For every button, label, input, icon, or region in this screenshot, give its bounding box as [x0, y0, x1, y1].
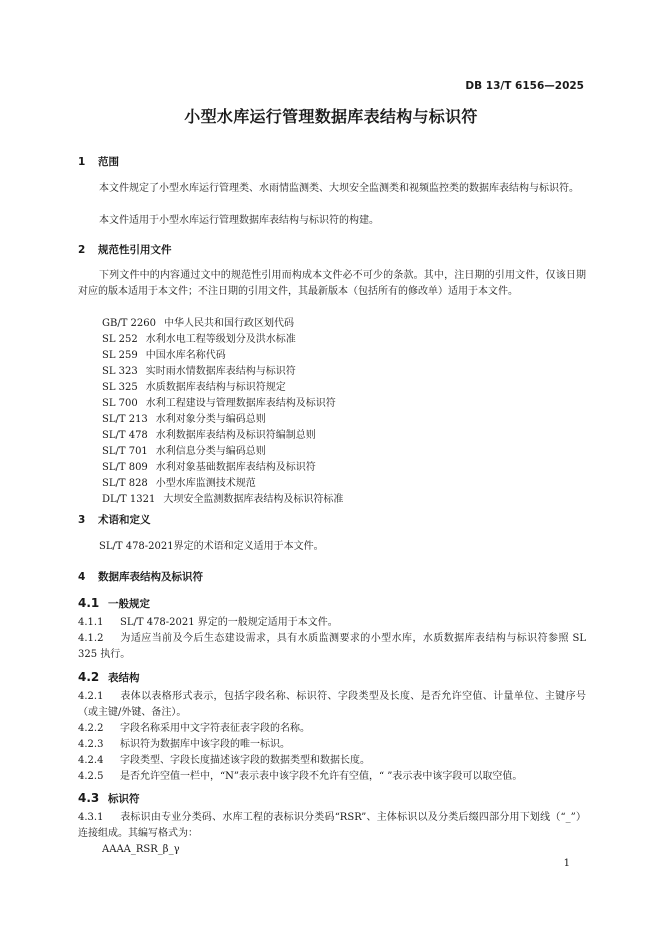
reference-item: SL 325 水质数据库表结构与标识符规定 [102, 382, 286, 393]
page-number: 1 [563, 858, 570, 869]
clause-4-2-3: 4.2.3 标识符为数据库中该字段的唯一标识。 [78, 739, 290, 750]
clause-4-1-1: 4.1.1 SL/T 478-2021 界定的一般规定适用于本文件。 [78, 617, 338, 628]
section-4-heading: 4 数据库表结构及标识符 [78, 571, 203, 583]
reference-item: SL/T 478 水利数据库表结构及标识符编制总则 [102, 430, 316, 441]
subsection-4-1-heading: 4.1 一般规定 [78, 596, 150, 610]
standard-number: DB 13/T 6156—2025 [465, 80, 584, 92]
identifier-format: AAAA_RSR_β_γ [102, 844, 180, 855]
subsection-4-3-heading: 4.3 标识符 [78, 791, 140, 805]
reference-item: SL/T 828 小型水库监测技术规范 [102, 478, 256, 489]
reference-item: SL 252 水利水电工程等级划分及洪水标准 [102, 334, 296, 345]
reference-item: SL/T 213 水利对象分类与编码总则 [102, 414, 266, 425]
reference-item: SL 259 中国水库名称代码 [102, 350, 226, 361]
section-1-paragraph-1: 本文件规定了小型水库运行管理类、水雨情监测类、大坝安全监测类和视频监控类的数据库表结构与标识符。 [99, 183, 579, 194]
reference-item: SL 323 实时雨水情数据库表结构与标识符 [102, 366, 296, 377]
section-2-intro: 下列文件中的内容通过文中的规范性引用而构成本文件必不可少的条款。其中，注日期的引用文件，仅该日期对应的版本适用于本文件；不注日期的引用文件，其最新版本（包括所有的修改单）适用于本文件。 [78, 270, 586, 297]
section-3-heading: 3 术语和定义 [78, 514, 151, 526]
clause-4-1-2: 4.1.2 为适应当前及今后生态建设需求，具有水质监测要求的小型水库，水质数据库表结构与标识符参照 SL 325 执行。 [78, 633, 586, 660]
reference-item: DL/T 1321 大坝安全监测数据库表结构及标识符标准 [102, 494, 344, 505]
clause-4-2-4: 4.2.4 字段类型、字段长度描述该字段的数据类型和数据长度。 [78, 755, 370, 766]
section-1-paragraph-2: 本文件适用于小型水库运行管理数据库表结构与标识符的构建。 [99, 215, 379, 226]
clause-4-3-1: 4.3.1 表标识由专业分类码、水库工程的表标识分类码“RSR”、主体标识以及分类后缀四部分用下划线（“_”）连接组成。其编写格式为： [78, 812, 586, 839]
subsection-4-2-heading: 4.2 表结构 [78, 670, 140, 684]
reference-item: GB/T 2260 中华人民共和国行政区划代码 [102, 318, 295, 329]
section-1-heading: 1 范围 [78, 156, 119, 168]
reference-item: SL/T 809 水利对象基础数据库表结构及标识符 [102, 462, 316, 473]
section-3-paragraph: SL/T 478-2021界定的术语和定义适用于本文件。 [99, 541, 324, 552]
reference-item: SL/T 701 水利信息分类与编码总则 [102, 446, 266, 457]
clause-4-2-2: 4.2.2 字段名称采用中文字符表征表字段的名称。 [78, 723, 310, 734]
reference-item: SL 700 水利工程建设与管理数据库表结构及标识符 [102, 398, 336, 409]
clause-4-2-1: 4.2.1 表体以表格形式表示，包括字段名称、标识符、字段类型及长度、是否允许空值、计量单位、主键序号（或主键/外键、备注）。 [78, 691, 586, 718]
document-title: 小型水库运行管理数据库表结构与标识符 [184, 107, 478, 126]
section-2-heading: 2 规范性引用文件 [78, 244, 172, 256]
clause-4-2-5: 4.2.5 是否允许空值一栏中，“N”表示表中该字段不允许有空值，“ ”表示表中该字段可以取空值。 [78, 771, 523, 782]
